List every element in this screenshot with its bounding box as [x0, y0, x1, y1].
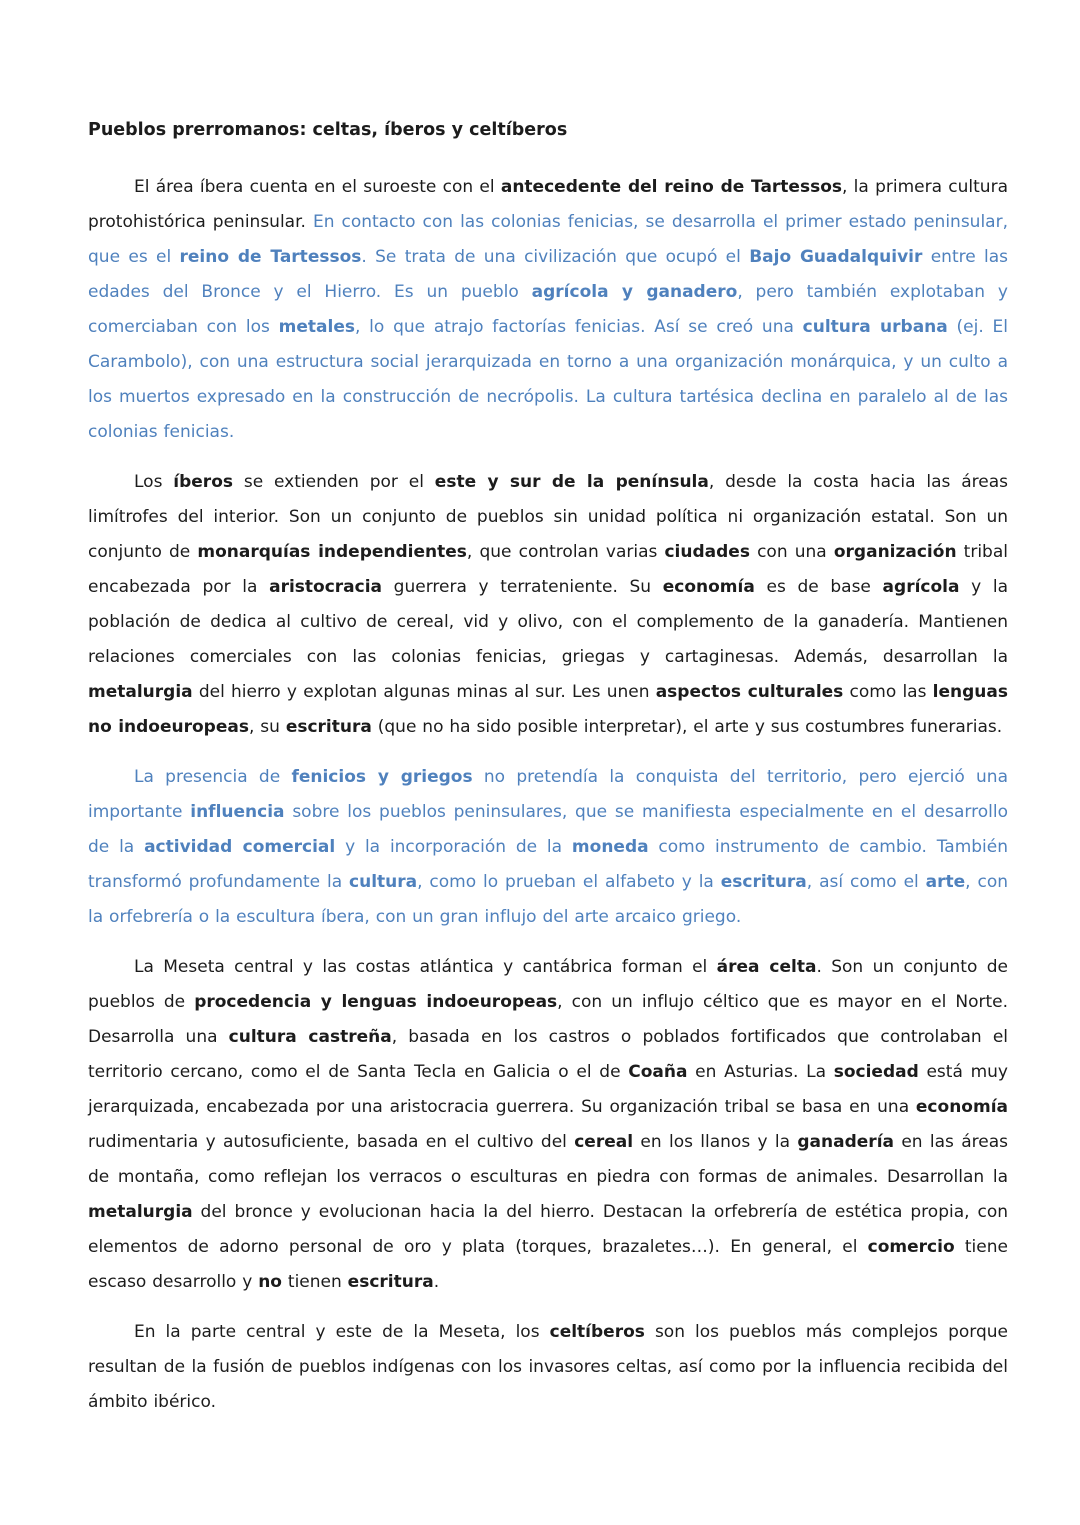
- text-run: economía: [915, 1097, 1008, 1117]
- text-run: este y sur de la península: [434, 472, 709, 492]
- text-run: monarquías independientes: [197, 542, 467, 562]
- paragraph: [88, 465, 1008, 745]
- text-run: con una: [749, 542, 834, 562]
- text-run: metalurgia: [88, 682, 193, 702]
- text-run: en los llanos y la: [633, 1132, 798, 1152]
- text-run: cereal: [574, 1132, 634, 1152]
- text-run: . Son un conjunto de pueblos de: [88, 957, 1008, 1012]
- text-run: (ej. El Carambolo), con una estructura social jerarquizada en torno a una organización monárquica, y un culto a los muertos expresado en la construcción de necrópolis. La cultura tartésica declina en paralelo al de las colonias fenicias.: [88, 317, 1008, 442]
- text-run: como instrumento de cambio. También transformó profundamente la: [88, 837, 1009, 892]
- text-run: tribal encabezada por la: [88, 542, 1008, 597]
- text-run: aspectos culturales: [655, 682, 844, 702]
- text-run: en las áreas de montaña, como reflejan los verracos o esculturas en piedra con formas de animales. Desarrollan la: [88, 1132, 1009, 1187]
- text-run: aristocracia: [269, 577, 383, 597]
- text-run: escritura: [285, 717, 372, 737]
- text-run: Los: [134, 472, 174, 492]
- document-title: Pueblos prerromanos: celtas, íberos y celtíberos: [88, 120, 568, 140]
- text-run: son los pueblos más complejos porque resultan de la fusión de pueblos indígenas con los invasores celtas, así como por la influencia recibida del ámbito ibérico.: [88, 1322, 1008, 1412]
- text-run: , con un influjo céltico que es mayor en el Norte. Desarrolla una: [88, 992, 1009, 1047]
- paragraph: [88, 1315, 1008, 1420]
- text-run: (que no ha sido posible interpretar), el arte y sus costumbres funerarias.: [371, 717, 1003, 737]
- text-run: reino de Tartessos: [179, 247, 362, 267]
- text-run: . Se trata de una civilización que ocupó el: [361, 247, 750, 267]
- text-run: escritura: [720, 872, 807, 892]
- text-run: sociedad: [833, 1062, 919, 1082]
- text-run: El área íbera cuenta en el suroeste con el: [134, 177, 501, 197]
- text-run: , que controlan varias: [466, 542, 665, 562]
- text-run: agrícola: [882, 577, 960, 597]
- text-run: metalurgia: [88, 1202, 193, 1222]
- text-run: cultura: [349, 872, 418, 892]
- text-run: área celta: [716, 957, 817, 977]
- text-run: está muy jerarquizada, encabezada por una aristocracia guerrera. Su organización tribal se basa en una: [88, 1062, 1008, 1117]
- text-run: Coaña: [628, 1062, 688, 1082]
- text-run: rudimentaria y autosuficiente, basada en el cultivo del: [88, 1132, 575, 1152]
- text-run: y la población de dedica al cultivo de cereal, vid y olivo, con el complemento de la ganadería. Mantienen relaciones comerciales con las colonias fenicias, griegas y cartaginesas. Además, desarrollan la: [88, 577, 1008, 667]
- text-run: , lo que atrajo factorías fenicias. Así se creó una: [355, 317, 803, 337]
- paragraph: [88, 170, 1008, 450]
- text-run: celtíberos: [549, 1322, 645, 1342]
- text-run: , desde la costa hacia las áreas limítrofes del interior. Son un conjunto de pueblos sin unidad política ni organización estatal. Son un conjunto de: [88, 472, 1008, 562]
- text-run: fenicios y griegos: [291, 767, 473, 787]
- text-run: En contacto con las colonias fenicias, se desarrolla el primer estado peninsular, que es el: [88, 212, 1008, 267]
- text-run: ciudades: [664, 542, 750, 562]
- text-run: , pero también explotaban y comerciaban con los: [88, 282, 1008, 337]
- text-run: La Meseta central y las costas atlántica y cantábrica forman el: [134, 957, 717, 977]
- text-run: tienen: [282, 1272, 348, 1292]
- text-run: no: [258, 1272, 282, 1292]
- text-run: agrícola y ganadero: [531, 282, 738, 302]
- text-run: comercio: [867, 1237, 955, 1257]
- text-run: metales: [278, 317, 355, 337]
- text-run: Bajo Guadalquivir: [749, 247, 923, 267]
- text-run: actividad comercial: [144, 837, 336, 857]
- text-run: arte: [925, 872, 966, 892]
- text-run: , como lo prueban el alfabeto y la: [417, 872, 721, 892]
- text-run: , con la orfebrería o la escultura íbera, con un gran influjo del arte arcaico griego.: [88, 872, 1008, 927]
- text-run: procedencia y lenguas indoeuropeas: [194, 992, 558, 1012]
- text-run: íberos: [173, 472, 233, 492]
- text-run: lenguas no indoeuropeas: [88, 682, 1008, 737]
- paragraph: [88, 950, 1008, 1300]
- text-run: y la incorporación de la: [335, 837, 572, 857]
- text-run: como las: [843, 682, 933, 702]
- text-run: es de base: [754, 577, 883, 597]
- text-run: escritura: [347, 1272, 434, 1292]
- text-run: entre las edades del Bronce y el Hierro. Es un pueblo: [88, 247, 1009, 302]
- text-run: del hierro y explotan algunas minas al sur. Les unen: [192, 682, 656, 702]
- text-run: cultura urbana: [802, 317, 948, 337]
- text-run: sobre los pueblos peninsulares, que se manifiesta especialmente en el desarrollo de la: [88, 802, 1008, 857]
- text-run: cultura castreña: [228, 1027, 392, 1047]
- text-run: , basada en los castros o poblados fortificados que controlaban el territorio cercano, como el de Santa Tecla en Galicia o el de: [88, 1027, 1009, 1082]
- text-run: economía: [662, 577, 755, 597]
- text-run: organización: [833, 542, 957, 562]
- text-run: moneda: [571, 837, 649, 857]
- text-run: tiene escaso desarrollo y: [88, 1237, 1008, 1292]
- text-run: antecedente del reino de Tartessos: [500, 177, 842, 197]
- text-run: en Asturias. La: [687, 1062, 834, 1082]
- text-run: ganadería: [797, 1132, 894, 1152]
- text-run: , la primera cultura protohistórica peninsular.: [88, 177, 1008, 232]
- text-run: no pretendía la conquista del territorio, pero ejerció una importante: [88, 767, 1008, 822]
- text-run: influencia: [190, 802, 285, 822]
- text-run: guerrera y terrateniente. Su: [382, 577, 663, 597]
- text-run: .: [433, 1272, 440, 1292]
- text-run: La presencia de: [134, 767, 292, 787]
- document-body: [88, 170, 1008, 1420]
- text-run: , su: [248, 717, 286, 737]
- text-run: se extienden por el: [233, 472, 435, 492]
- text-run: del bronce y evolucionan hacia la del hierro. Destacan la orfebrería de estética propia, con elementos de adorno personal de oro y plata (torques, brazaletes…). En general, el: [88, 1202, 1008, 1257]
- text-run: En la parte central y este de la Meseta, los: [134, 1322, 550, 1342]
- paragraph: [88, 760, 1008, 935]
- text-run: , así como el: [806, 872, 926, 892]
